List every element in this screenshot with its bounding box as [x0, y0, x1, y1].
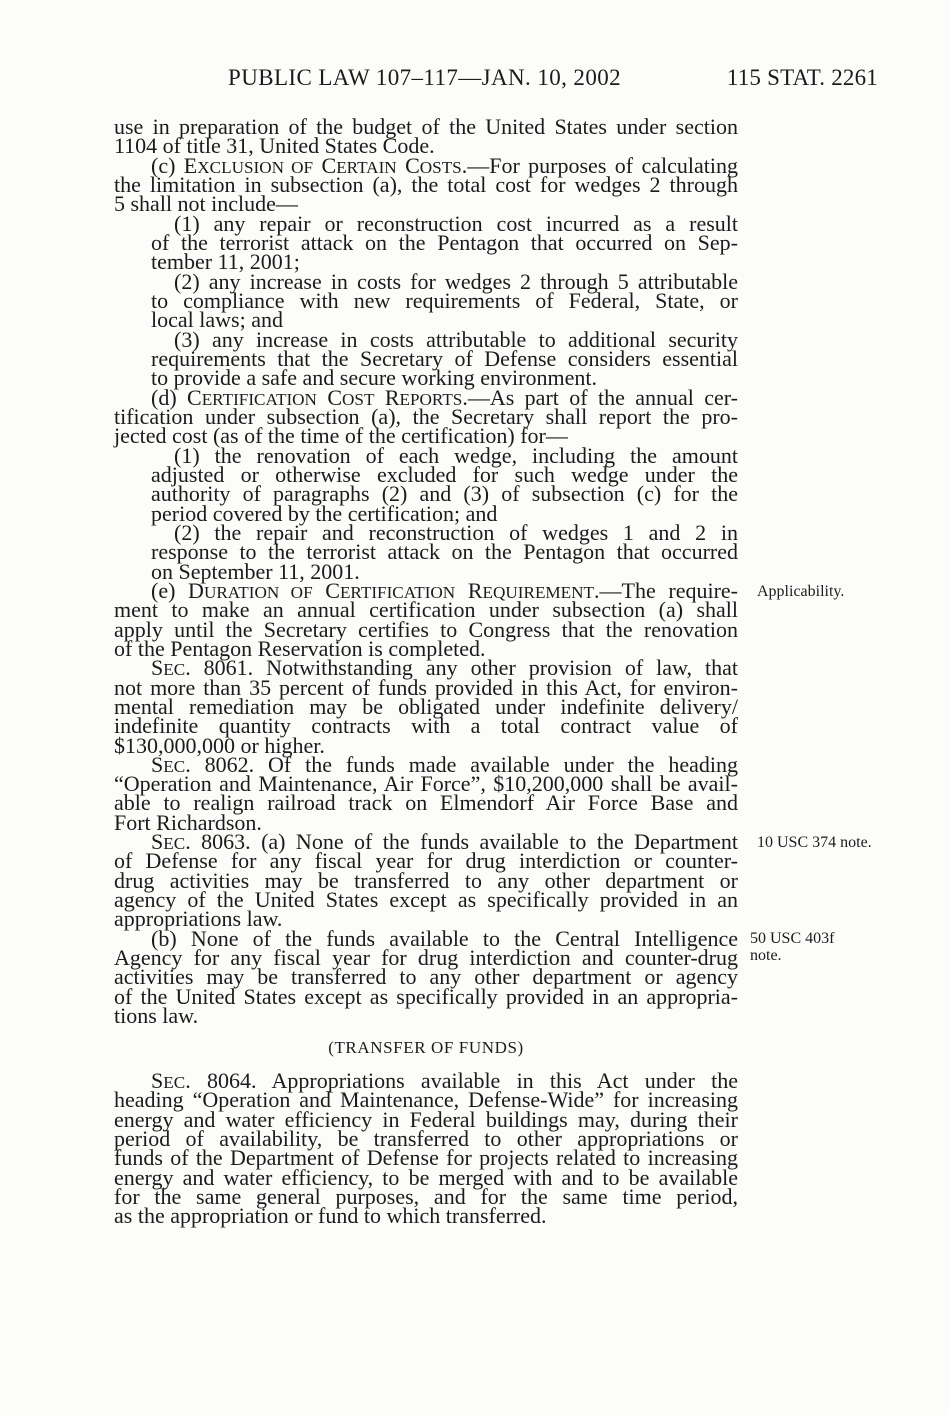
- text-segment: (c) E: [151, 152, 198, 178]
- text-line: of Defense for any fiscal year for drug interdiction or counter-: [114, 848, 738, 874]
- text-segment: R: [455, 577, 483, 603]
- small-caps-text: EC: [163, 756, 186, 776]
- text-line: local laws; and: [151, 307, 283, 333]
- small-caps-text: ERTIFICATION: [339, 582, 456, 602]
- text-line: (b) None of the funds available to the Central Intelligence: [151, 925, 738, 951]
- subparagraph-c-3: [151, 326, 738, 391]
- text-line: tember 11, 2001;: [151, 249, 300, 275]
- text-segment: . 8062. Of the funds made available under the heading: [185, 751, 738, 777]
- text-segment: . 8064. Appropriations available in this Act under the: [185, 1068, 738, 1093]
- small-caps-text: EC: [163, 660, 186, 680]
- margin-note-line: 50 USC 403f: [750, 930, 835, 947]
- text-line: drug activities may be transferred to any other department or: [114, 867, 738, 893]
- subparagraph-c-2: [151, 268, 738, 333]
- text-line: tions law.: [114, 1003, 199, 1029]
- margin-note-10-usc-374: 10 USC 374 note.: [757, 834, 872, 851]
- small-caps-text: XCLUSION OF: [197, 157, 314, 177]
- text-line: 5 shall not include—: [114, 191, 298, 217]
- small-caps-text: OSTS: [419, 157, 462, 177]
- text-segment: C: [396, 152, 420, 178]
- text-line: on September 11, 2001.: [151, 558, 360, 584]
- text-line: period of availability, be transferred to other appropriations or: [114, 1125, 738, 1151]
- text-segment: (d) C: [151, 384, 202, 410]
- small-caps-text: EC: [163, 834, 186, 854]
- text-line: appropriations law.: [114, 906, 283, 932]
- paragraph-c-exclusion-of-certain-costs: [114, 152, 738, 217]
- section-8062: [114, 751, 738, 835]
- text-line: (1) any repair or reconstruction cost incurred as a result: [174, 210, 738, 236]
- text-line: apply until the Secretary certifies to Congress that the renovation: [114, 616, 738, 642]
- text-line: (1) the renovation of each wedge, including the amount: [174, 442, 738, 468]
- section-8064: [114, 1068, 738, 1229]
- text-segment: . 8063. (a) None of the funds available to the Department: [185, 829, 738, 855]
- paragraph-budget-continuation: [114, 114, 738, 159]
- text-segment: .—For purposes of calculating: [461, 152, 738, 178]
- small-caps-text: EQUIREMENT: [482, 582, 595, 602]
- small-caps-text: ERTAIN: [336, 157, 397, 177]
- subparagraph-c-1: [151, 210, 738, 275]
- text-segment: C: [313, 152, 337, 178]
- section-8063-a: [114, 829, 738, 932]
- text-segment: .—The require-: [594, 577, 738, 603]
- text-line: “Operation and Maintenance, Air Force”, $10,200,000 shall be avail-: [114, 771, 738, 797]
- text-line: Agency for any fiscal year for drug interdiction and counter-drug: [114, 945, 738, 971]
- text-line: authority of paragraphs (2) and (3) of subsection (c) for the: [151, 481, 738, 507]
- text-line: (3) any increase in costs attributable to additional security: [174, 326, 738, 352]
- text-line: activities may be transferred to any other department or agency: [114, 964, 738, 990]
- text-segment: S: [151, 829, 164, 855]
- text-line: heading “Operation and Maintenance, Defense-Wide” for increasing: [114, 1087, 738, 1113]
- small-caps-text: ERTIFICATION: [201, 389, 317, 409]
- text-line: to provide a safe and secure working environment.: [151, 365, 597, 391]
- small-caps-text: URATION OF: [203, 582, 313, 602]
- margin-note-applicability: Applicability.: [757, 583, 845, 600]
- small-caps-text: EC: [163, 1073, 186, 1092]
- text-segment: R: [374, 384, 400, 410]
- text-segment: S: [151, 655, 164, 681]
- text-line: of the terrorist attack on the Pentagon that occurred on Sep-: [151, 229, 738, 255]
- subparagraph-d-1: [151, 442, 738, 526]
- text-segment: . 8061. Notwithstanding any other provision of law, that: [185, 655, 738, 681]
- text-line: energy and water efficiency in Federal buildings may, during their: [114, 1106, 738, 1132]
- text-line: able to realign railroad track on Elmendorf Air Force Base and: [114, 790, 738, 816]
- subparagraph-d-2: [151, 519, 738, 584]
- text-line: ment to make an annual certification under subsection (a) shall: [114, 597, 738, 623]
- text-line: requirements that the Secretary of Defense considers essential: [151, 345, 738, 371]
- text-segment: S: [151, 751, 164, 777]
- text-line: jected cost (as of the time of the certification) for—: [114, 423, 568, 449]
- text-line: Fort Richardson.: [114, 809, 262, 835]
- text-line: (2) the repair and reconstruction of wedges 1 and 2 in: [174, 519, 738, 545]
- text-line: mental remediation may be obligated under indefinite delivery/: [114, 693, 738, 719]
- text-segment: (e) D: [151, 577, 204, 603]
- text-line: to compliance with new requirements of Federal, State, or: [151, 287, 738, 313]
- text-segment: S: [151, 1068, 164, 1093]
- paragraph-e-duration-of-certification: [114, 577, 738, 661]
- text-line: 1104 of title 31, United States Code.: [114, 133, 435, 159]
- text-line: not more than 35 percent of funds provided in this Act, for environ-: [114, 674, 738, 700]
- margin-note-50-usc-403f: [750, 930, 834, 964]
- text-line: tification under subsection (a), the Secretary shall report the pro-: [114, 403, 738, 429]
- section-8063-b: [114, 925, 738, 1029]
- text-line: for the same general purposes, and for the same time period,: [114, 1183, 738, 1209]
- text-line: agency of the United States except as specifically provided in an: [114, 887, 738, 913]
- text-line: the limitation in subsection (a), the total cost for wedges 2 through: [114, 171, 738, 197]
- text-line: indefinite quantity contracts with a total contract value of: [114, 713, 738, 739]
- text-line: use in preparation of the budget of the United States under section: [114, 114, 738, 139]
- main-text-continued: [114, 1068, 738, 1229]
- text-line: as the appropriation or fund to which transferred.: [114, 1203, 547, 1229]
- text-line: period covered by the certification; and: [151, 500, 498, 526]
- text-line: $130,000,000 or higher.: [114, 732, 325, 758]
- text-line: energy and water efficiency, to be merged with and to be available: [114, 1164, 738, 1190]
- text-line: funds of the Department of Defense for projects related to increasing: [114, 1145, 738, 1171]
- paragraph-d-certification-cost-reports: [114, 384, 738, 449]
- section-8061: [114, 655, 738, 758]
- text-line: adjusted or otherwise excluded for such wedge under the: [151, 461, 738, 487]
- section-heading-transfer-of-funds: (TRANSFER OF FUNDS): [328, 1038, 524, 1057]
- text-segment: C: [316, 384, 343, 410]
- text-segment: C: [312, 577, 340, 603]
- small-caps-text: OST: [342, 389, 375, 409]
- text-segment: .—As part of the annual cer-: [462, 384, 738, 410]
- text-line: response to the terrorist attack on the Pentagon that occurred: [151, 539, 738, 565]
- page-number: 115 STAT. 2261: [726, 65, 878, 90]
- running-header-title: PUBLIC LAW 107–117—JAN. 10, 2002: [228, 65, 622, 90]
- margin-note-line: note.: [750, 947, 782, 964]
- text-line: of the Pentagon Reservation is completed.: [114, 635, 486, 661]
- main-text: [114, 114, 738, 1029]
- small-caps-text: EPORTS: [399, 389, 463, 409]
- text-line: (2) any increase in costs for wedges 2 through 5 attributable: [174, 268, 738, 294]
- text-line: of the United States except as specifically provided in an appropria-: [114, 983, 738, 1009]
